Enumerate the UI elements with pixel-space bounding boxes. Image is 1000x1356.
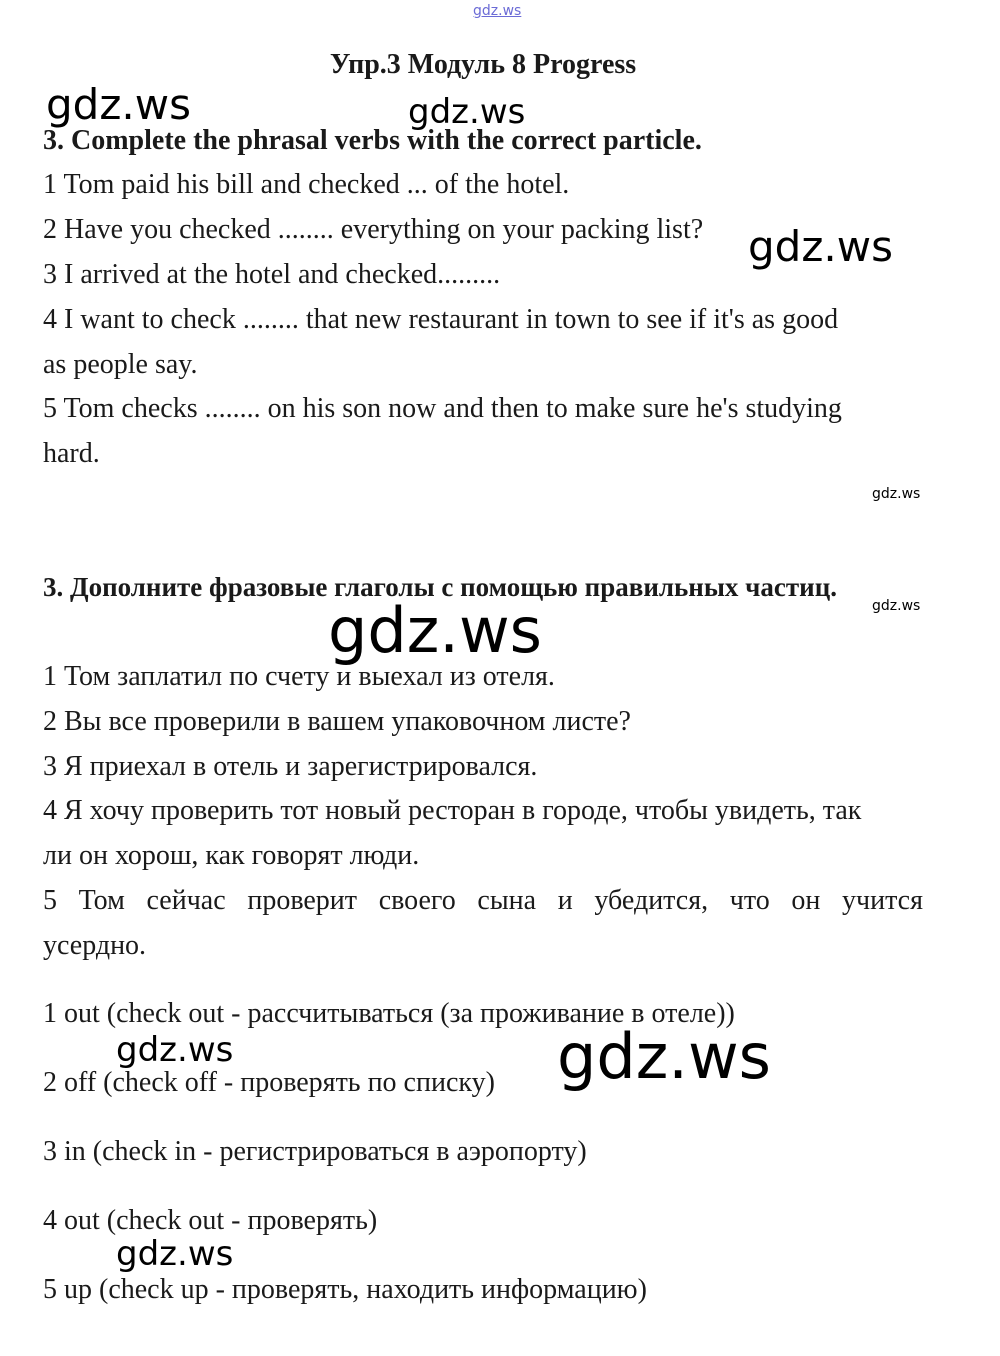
watermark-top: gdz.ws (473, 3, 522, 19)
english-line: 4 I want to check ........ that new restaurant in town to see if it's as good (43, 304, 839, 335)
watermark: gdz.ws (872, 486, 921, 502)
answer-line: 4 out (check out - проверять) (43, 1205, 378, 1236)
answer-line: 2 off (check off - проверять по списку) (43, 1067, 495, 1098)
russian-heading: 3. Дополните фразовые глаголы с помощью правильных частиц. (43, 572, 838, 602)
watermark: gdz.ws (557, 1020, 771, 1093)
watermark: gdz.ws (116, 1030, 234, 1070)
english-heading: 3. Complete the phrasal verbs with the correct particle. (43, 125, 702, 156)
english-line: 2 Have you checked ........ everything on your packing list? (43, 214, 704, 245)
english-line: 1 Tom paid his bill and checked ... of the hotel. (43, 169, 570, 200)
russian-line: 3 Я приехал в отель и зарегистрировался. (43, 751, 538, 782)
russian-line: 4 Я хочу проверить тот новый ресторан в городе, чтобы увидеть, так (43, 795, 862, 826)
english-line: 3 I arrived at the hotel and checked......... (43, 259, 501, 290)
english-line: 5 Tom checks ........ on his son now and then to make sure he's studying (43, 393, 842, 424)
russian-line: усердно. (43, 930, 147, 961)
russian-line: 5 Том сейчас проверит своего сына и убедится, что он учится (43, 885, 923, 916)
russian-line: 2 Вы все проверили в вашем упаковочном листе? (43, 706, 631, 737)
watermark: gdz.ws (748, 222, 893, 271)
russian-line: ли он хорош, как говорят люди. (43, 840, 420, 871)
answer-line: 3 in (check in - регистрироваться в аэропорту) (43, 1136, 587, 1167)
english-line: hard. (43, 438, 100, 469)
watermark: gdz.ws (116, 1234, 234, 1274)
watermark: gdz.ws (872, 598, 921, 614)
page-title: Упр.3 Модуль 8 Progress (329, 49, 637, 80)
russian-line: 1 Том заплатил по счету и выехал из отеля. (43, 661, 555, 692)
watermark: gdz.ws (328, 594, 542, 667)
english-line: as people say. (43, 349, 198, 380)
watermark: gdz.ws (408, 92, 526, 132)
answer-line: 1 out (check out - рассчитываться (за проживание в отеле)) (43, 998, 735, 1029)
answer-line: 5 up (check up - проверять, находить информацию) (43, 1274, 647, 1305)
watermark: gdz.ws (46, 80, 191, 129)
